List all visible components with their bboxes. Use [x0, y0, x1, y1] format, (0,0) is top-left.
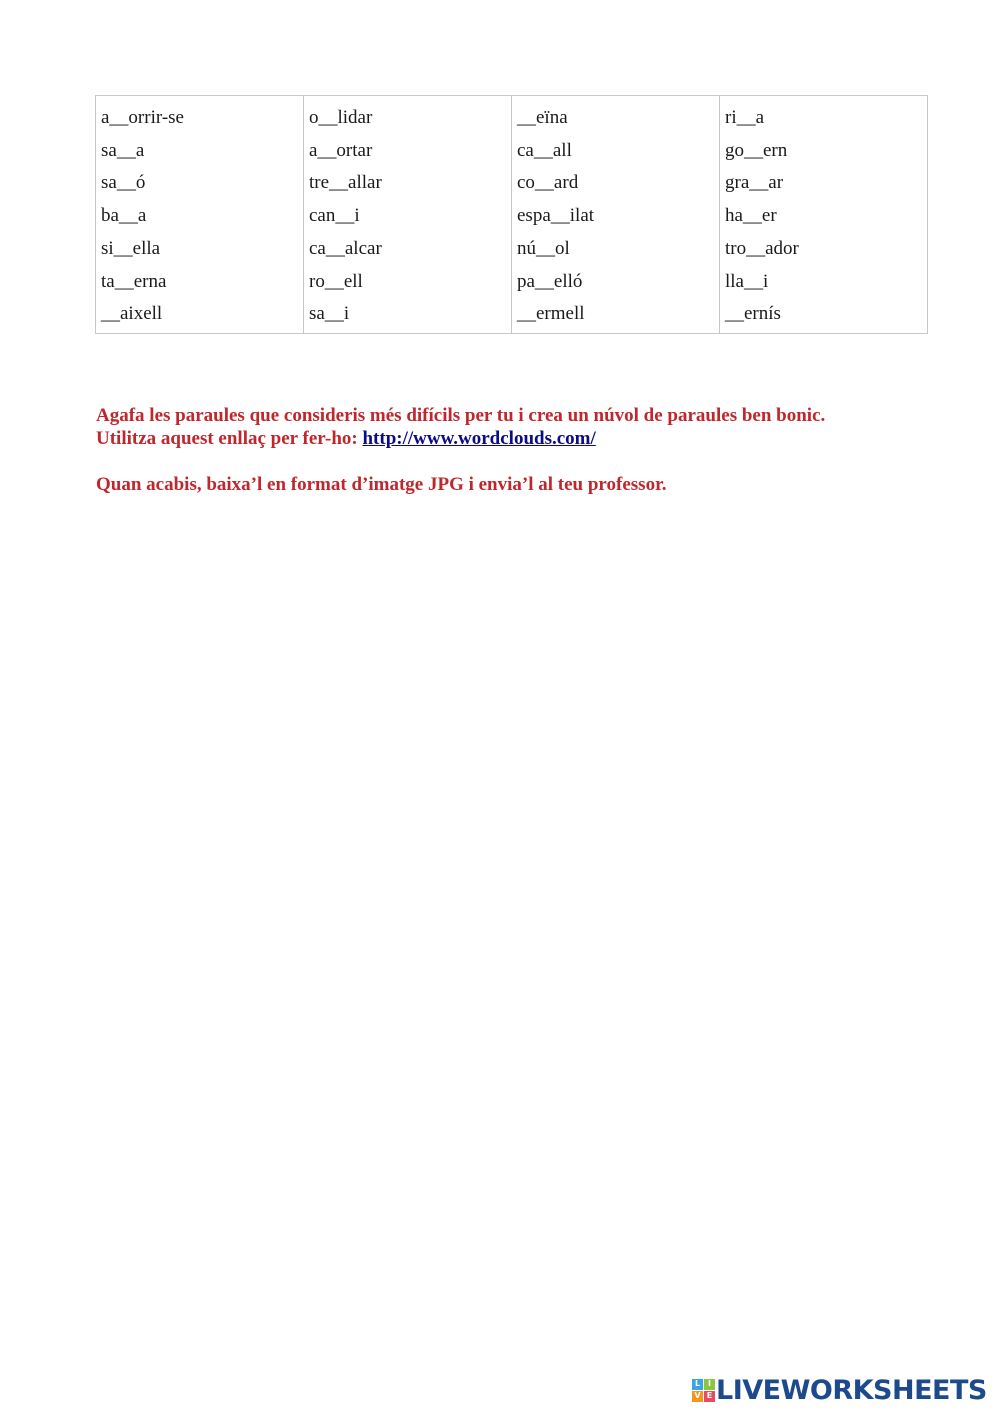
logo-icon-letter: V — [692, 1391, 703, 1402]
word-item: ri__a — [725, 107, 765, 128]
word-item: __ernís — [725, 303, 781, 325]
word-item: ha__er — [725, 205, 777, 227]
word-item: __aixell — [101, 303, 163, 325]
word-item: gra__ar — [725, 172, 784, 194]
liveworksheets-logo-icon — [692, 1379, 714, 1401]
word-item: sa__i — [309, 303, 350, 325]
word-item: go__ern — [725, 139, 788, 161]
logo-icon-letter: E — [704, 1391, 715, 1402]
word-item: __ermell — [517, 303, 585, 325]
word-item: tre__allar — [309, 172, 382, 194]
table-row — [96, 96, 928, 334]
word-item: ro__ell — [309, 270, 363, 292]
word-item: si__ella — [101, 237, 161, 259]
word-item: a__ortar — [309, 139, 373, 161]
word-item: o__lidar — [309, 107, 373, 128]
instructions-block — [96, 404, 916, 496]
wordclouds-link[interactable]: http://www.wordclouds.com/ — [362, 428, 596, 449]
logo-icon-letter: L — [692, 1379, 703, 1390]
word-item: __eïna — [517, 107, 568, 128]
word-item: nú__ol — [517, 237, 570, 259]
word-item: ca__alcar — [309, 237, 382, 259]
paragraph-spacer — [96, 450, 916, 473]
word-item: pa__elló — [517, 270, 583, 292]
word-item: can__i — [309, 205, 360, 227]
word-item: a__orrir-se — [101, 107, 184, 128]
instruction-line: Agafa les paraules que consideris més difícils per tu i crea un núvol de paraules ben bonic. — [96, 405, 826, 426]
table-cell-col-3 — [512, 96, 720, 334]
word-item: sa__a — [101, 139, 145, 161]
word-item: co__ard — [517, 172, 579, 194]
table-cell-col-1 — [96, 96, 304, 334]
word-item: ba__a — [101, 205, 147, 227]
table-cell-col-4 — [720, 96, 928, 334]
word-item: ta__erna — [101, 270, 167, 292]
liveworksheets-logo — [692, 1376, 987, 1404]
word-item: sa__ó — [101, 172, 146, 194]
logo-icon-letter: I — [704, 1379, 715, 1390]
word-table — [95, 95, 928, 334]
instruction-line: Quan acabis, baixa’l en format d’imatge JPG i envia’l al teu professor. — [96, 474, 667, 495]
instruction-line-with-link — [96, 427, 916, 450]
logo-wordmark: LIVEWORKSHEETS — [716, 1374, 987, 1406]
word-item: lla__i — [725, 270, 769, 292]
word-item: ca__all — [517, 139, 572, 161]
instruction-text: Utilitza aquest enllaç per fer-ho: — [96, 428, 363, 449]
word-item: tro__ador — [725, 237, 799, 259]
word-item: espa__ilat — [517, 205, 595, 227]
table-cell-col-2 — [304, 96, 512, 334]
